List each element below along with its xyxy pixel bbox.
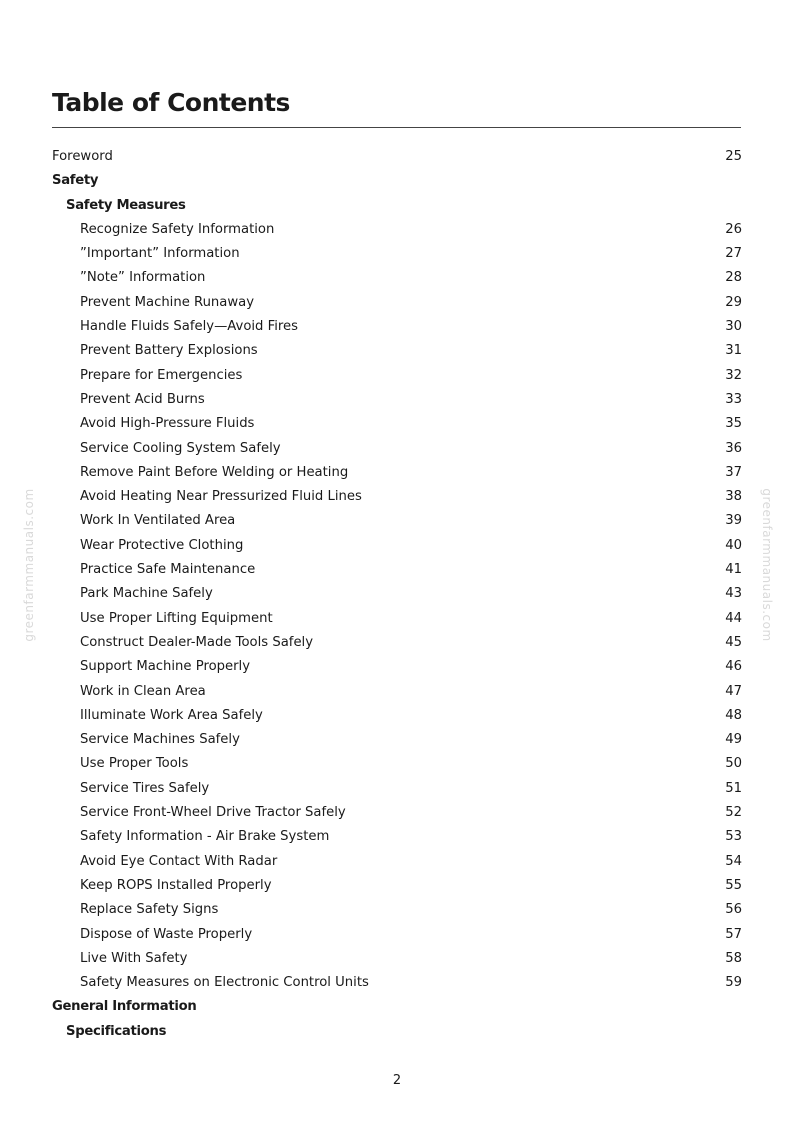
- toc-entry-page: 43: [725, 586, 742, 602]
- toc-entry-page: 32: [725, 367, 742, 383]
- toc-entry-page: 26: [725, 221, 742, 237]
- toc-entry[interactable]: [52, 947, 742, 971]
- toc-entry-page: 57: [725, 926, 742, 942]
- toc-entry-label: Service Front-Wheel Drive Tractor Safely: [80, 805, 346, 821]
- toc-entry-label: Use Proper Lifting Equipment: [80, 610, 273, 626]
- toc-entry-label: Park Machine Safely: [80, 586, 213, 602]
- toc-entry-label: Illuminate Work Area Safely: [80, 707, 263, 723]
- page-number: 2: [392, 1073, 402, 1088]
- toc-entry-page: 46: [725, 659, 742, 675]
- toc-entry[interactable]: [52, 971, 742, 995]
- toc-entry-page: 52: [725, 805, 742, 821]
- toc-entry[interactable]: [52, 607, 742, 631]
- watermark-left: greenfarmmanuals.com: [22, 488, 36, 642]
- toc-entry[interactable]: [52, 339, 742, 363]
- toc-entry-label: Foreword: [52, 149, 113, 164]
- toc-entry-page: 41: [725, 562, 742, 578]
- toc-entry-page: 37: [725, 464, 742, 480]
- toc-entry-page: 36: [725, 440, 742, 456]
- toc-entry-page: 35: [725, 416, 742, 432]
- toc-entry[interactable]: [52, 534, 742, 558]
- toc-entry[interactable]: [52, 825, 742, 849]
- toc-entry-label: Handle Fluids Safely—Avoid Fires: [80, 319, 299, 335]
- toc-entry[interactable]: [52, 801, 742, 825]
- toc-entry[interactable]: [52, 631, 742, 655]
- toc-entry[interactable]: [52, 558, 742, 582]
- toc-entry-label: Avoid Eye Contact With Radar: [80, 853, 278, 869]
- toc-entry-label: Safety Measures: [66, 197, 186, 213]
- table-of-contents: [52, 145, 742, 1044]
- toc-entry-page: 49: [725, 732, 742, 748]
- toc-entry[interactable]: [52, 485, 742, 509]
- toc-section-heading: [52, 1020, 742, 1044]
- toc-entry-label: Safety Measures on Electronic Control Units: [80, 975, 369, 991]
- toc-entry-label: ”Important” Information: [80, 246, 240, 262]
- toc-entry-page: 33: [725, 391, 742, 407]
- toc-section-heading: [52, 169, 742, 193]
- toc-entry-label: Avoid Heating Near Pressurized Fluid Lines: [80, 489, 362, 505]
- toc-entry-page: 50: [725, 756, 742, 772]
- toc-entry-label: Prevent Machine Runaway: [80, 294, 255, 310]
- toc-entry-page: 30: [725, 319, 742, 335]
- toc-entry-label: Live With Safety: [80, 950, 188, 966]
- toc-entry-label: Keep ROPS Installed Properly: [80, 877, 272, 893]
- toc-entry-page: 48: [725, 707, 742, 723]
- toc-entry-label: Wear Protective Clothing: [80, 537, 244, 553]
- toc-entry-page: 53: [725, 829, 742, 845]
- toc-entry-label: Avoid High-Pressure Fluids: [80, 416, 255, 432]
- toc-entry[interactable]: [52, 898, 742, 922]
- toc-section-heading: [52, 995, 742, 1019]
- toc-entry[interactable]: [52, 437, 742, 461]
- toc-entry-label: Prevent Acid Burns: [80, 391, 205, 407]
- toc-entry-label: Recognize Safety Information: [80, 221, 275, 237]
- title-divider: [52, 127, 741, 128]
- toc-entry-page: 27: [725, 246, 742, 262]
- toc-entry[interactable]: [52, 291, 742, 315]
- toc-entry-page: 38: [725, 489, 742, 505]
- toc-entry-page: 59: [725, 975, 742, 991]
- toc-entry-label: Dispose of Waste Properly: [80, 926, 253, 942]
- toc-entry[interactable]: [52, 218, 742, 242]
- toc-entry-label: ”Note” Information: [80, 270, 206, 286]
- toc-entry-label: Construct Dealer-Made Tools Safely: [80, 634, 314, 650]
- toc-entry-label: Service Machines Safely: [80, 732, 240, 748]
- toc-entry-label: Remove Paint Before Welding or Heating: [80, 464, 349, 480]
- toc-entry-page: 39: [725, 513, 742, 529]
- toc-entry-label: Work in Clean Area: [80, 683, 206, 699]
- toc-entry-label: Specifications: [66, 1023, 167, 1039]
- toc-entry[interactable]: [52, 680, 742, 704]
- toc-entry-page: 29: [725, 294, 742, 310]
- toc-entry-page: 25: [725, 149, 742, 164]
- toc-entry-label: Support Machine Properly: [80, 659, 251, 675]
- toc-entry[interactable]: [52, 509, 742, 533]
- toc-entry-page: 31: [725, 343, 742, 359]
- toc-entry-page: 51: [725, 780, 742, 796]
- toc-entry-page: 47: [725, 683, 742, 699]
- toc-entry-label: Safety: [52, 173, 99, 189]
- toc-entry-label: Service Cooling System Safely: [80, 440, 281, 456]
- page-title: Table of Contents: [52, 88, 290, 117]
- toc-entry-label: Work In Ventilated Area: [80, 513, 236, 529]
- toc-entry-label: General Information: [52, 999, 197, 1015]
- toc-entry[interactable]: [52, 704, 742, 728]
- toc-entry-page: 44: [725, 610, 742, 626]
- toc-entry-page: 45: [725, 634, 742, 650]
- toc-entry-page: 55: [725, 877, 742, 893]
- toc-entry-page: 58: [725, 950, 742, 966]
- toc-entry-page: 28: [725, 270, 742, 286]
- toc-entry[interactable]: [52, 266, 742, 290]
- watermark-right: greenfarmmanuals.com: [760, 488, 774, 642]
- toc-entry[interactable]: [52, 850, 742, 874]
- toc-entry-label: Replace Safety Signs: [80, 902, 219, 918]
- toc-entry[interactable]: [52, 874, 742, 898]
- toc-entry[interactable]: [52, 655, 742, 679]
- toc-entry[interactable]: [52, 145, 742, 169]
- toc-section-heading: [52, 194, 742, 218]
- toc-entry[interactable]: [52, 412, 742, 436]
- toc-entry[interactable]: [52, 461, 742, 485]
- toc-entry[interactable]: [52, 364, 742, 388]
- toc-entry[interactable]: [52, 388, 742, 412]
- toc-entry-label: Practice Safe Maintenance: [80, 562, 256, 578]
- toc-entry-label: Prevent Battery Explosions: [80, 343, 258, 359]
- toc-entry[interactable]: [52, 777, 742, 801]
- toc-entry-label: Prepare for Emergencies: [80, 367, 243, 383]
- toc-entry-label: Service Tires Safely: [80, 780, 210, 796]
- toc-entry[interactable]: [52, 315, 742, 339]
- toc-entry[interactable]: [52, 242, 742, 266]
- toc-entry[interactable]: [52, 582, 742, 606]
- toc-entry[interactable]: [52, 923, 742, 947]
- toc-entry-page: 54: [725, 853, 742, 869]
- toc-entry[interactable]: [52, 728, 742, 752]
- toc-entry-label: Safety Information - Air Brake System: [80, 829, 330, 845]
- toc-entry-label: Use Proper Tools: [80, 756, 189, 772]
- toc-entry[interactable]: [52, 752, 742, 776]
- toc-entry-page: 56: [725, 902, 742, 918]
- toc-entry-page: 40: [725, 537, 742, 553]
